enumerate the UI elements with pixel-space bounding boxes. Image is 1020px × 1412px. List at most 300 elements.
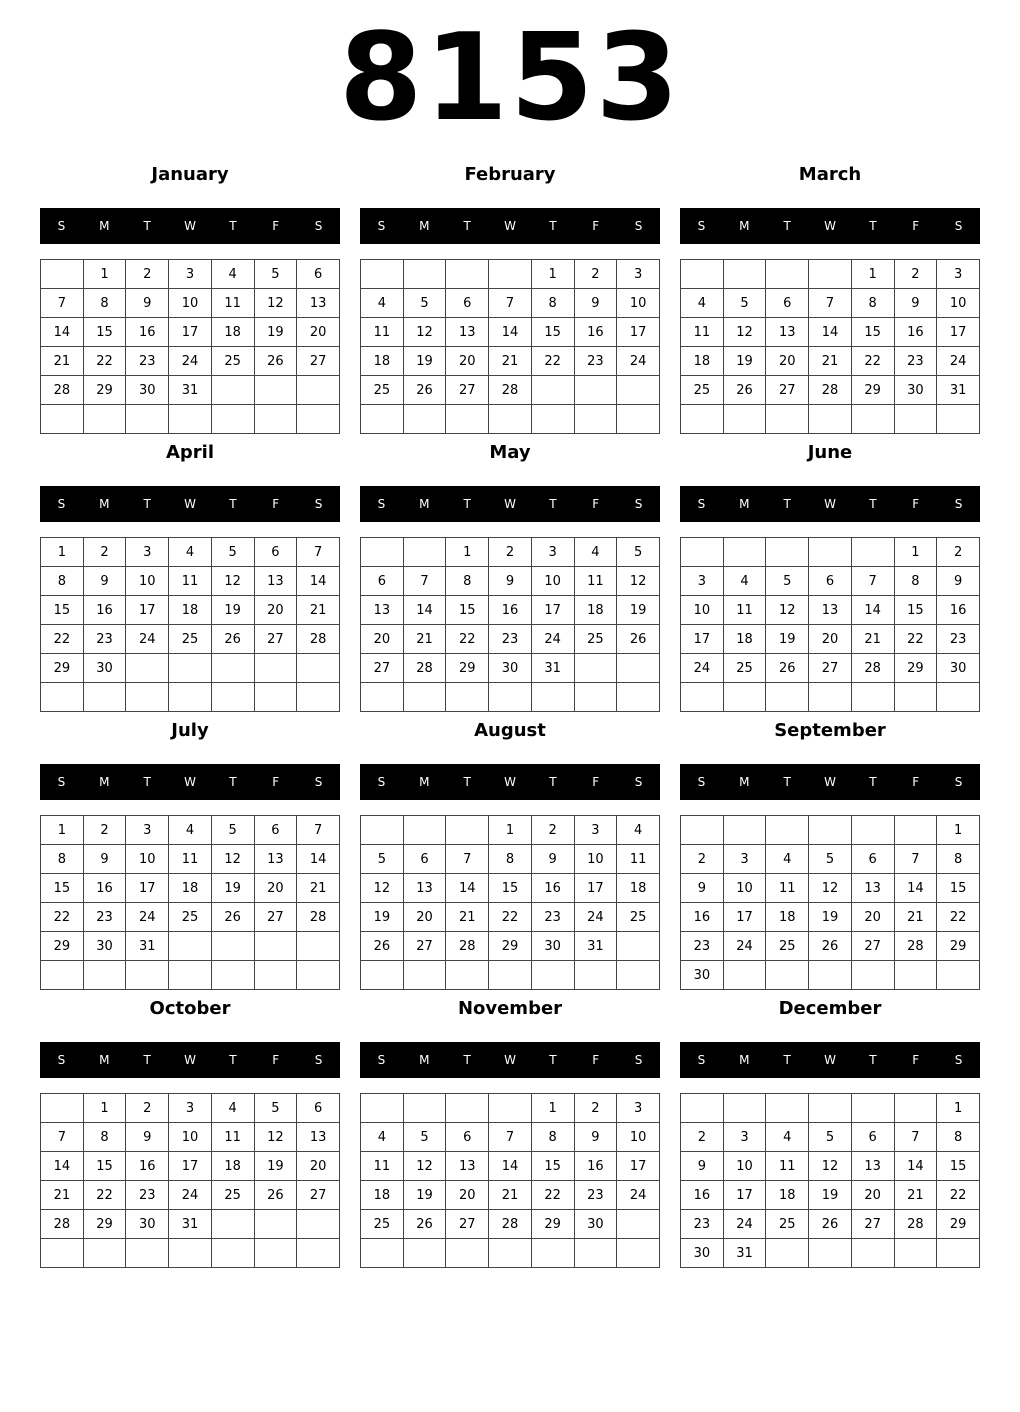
- day-cell: 8: [937, 845, 980, 874]
- day-cell: 2: [126, 1094, 169, 1123]
- day-cell: 8: [937, 1123, 980, 1152]
- week-row: [41, 1152, 340, 1181]
- week-row: [681, 596, 980, 625]
- weekday-label: M: [99, 219, 110, 233]
- day-cell: 21: [894, 903, 937, 932]
- empty-day-cell: [894, 816, 937, 845]
- day-cell: 24: [723, 932, 766, 961]
- day-cell: 13: [403, 874, 446, 903]
- weekday-header: [40, 208, 340, 244]
- weekday-label: F: [912, 1053, 920, 1067]
- day-cell: 19: [617, 596, 660, 625]
- day-cell: 29: [937, 1210, 980, 1239]
- day-cell: 21: [403, 625, 446, 654]
- day-cell: 15: [446, 596, 489, 625]
- day-cell: 27: [446, 1210, 489, 1239]
- week-row: [681, 1123, 980, 1152]
- day-cell: 8: [41, 845, 84, 874]
- empty-day-cell: [851, 961, 894, 990]
- day-cell: 27: [254, 903, 297, 932]
- day-grid: [680, 259, 980, 434]
- day-cell: 2: [894, 260, 937, 289]
- day-cell: 16: [894, 318, 937, 347]
- day-cell: 25: [574, 625, 617, 654]
- day-cell: 31: [126, 932, 169, 961]
- day-cell: 26: [211, 903, 254, 932]
- day-cell: 13: [766, 318, 809, 347]
- day-cell: 25: [211, 347, 254, 376]
- week-row: [361, 1181, 660, 1210]
- day-cell: 9: [489, 567, 532, 596]
- week-row: [361, 1152, 660, 1181]
- empty-day-cell: [681, 405, 724, 434]
- empty-day-cell: [254, 961, 297, 990]
- weekday-label: F: [912, 775, 920, 789]
- month-february: [360, 160, 660, 430]
- weekday-header: [360, 764, 660, 800]
- day-cell: 7: [809, 289, 852, 318]
- weekday-label: W: [824, 219, 836, 233]
- weekday-label: S: [954, 775, 963, 789]
- day-cell: 20: [361, 625, 404, 654]
- day-cell: 30: [531, 932, 574, 961]
- month-march: [680, 160, 980, 430]
- empty-day-cell: [937, 1239, 980, 1268]
- day-cell: 13: [297, 289, 340, 318]
- day-cell: 26: [211, 625, 254, 654]
- day-cell: 15: [937, 1152, 980, 1181]
- empty-day-cell: [297, 961, 340, 990]
- week-row: [41, 1210, 340, 1239]
- day-cell: 19: [254, 318, 297, 347]
- day-cell: 12: [723, 318, 766, 347]
- day-cell: 1: [489, 816, 532, 845]
- day-grid: [360, 1093, 660, 1268]
- week-row: [681, 1152, 980, 1181]
- day-cell: 11: [169, 567, 212, 596]
- empty-day-cell: [169, 1239, 212, 1268]
- day-cell: 11: [361, 318, 404, 347]
- day-cell: 31: [169, 376, 212, 405]
- day-cell: 3: [617, 1094, 660, 1123]
- empty-day-cell: [211, 1239, 254, 1268]
- month-name: September: [774, 720, 886, 741]
- weekday-label: S: [634, 219, 643, 233]
- weekday-label: M: [739, 219, 750, 233]
- day-cell: 19: [254, 1152, 297, 1181]
- day-cell: 1: [531, 1094, 574, 1123]
- day-cell: 24: [937, 347, 980, 376]
- week-row: [681, 538, 980, 567]
- empty-day-cell: [83, 683, 126, 712]
- day-cell: 16: [489, 596, 532, 625]
- day-cell: 17: [126, 874, 169, 903]
- month-april: [40, 438, 340, 708]
- empty-day-cell: [211, 376, 254, 405]
- day-cell: 5: [403, 289, 446, 318]
- day-cell: 19: [809, 903, 852, 932]
- empty-day-cell: [723, 538, 766, 567]
- week-row: [361, 289, 660, 318]
- empty-day-cell: [617, 683, 660, 712]
- day-cell: 18: [361, 347, 404, 376]
- empty-day-cell: [361, 816, 404, 845]
- week-row: [361, 1210, 660, 1239]
- day-cell: 5: [766, 567, 809, 596]
- day-cell: 1: [41, 816, 84, 845]
- empty-day-cell: [254, 1239, 297, 1268]
- empty-day-cell: [531, 961, 574, 990]
- day-cell: 12: [211, 567, 254, 596]
- empty-day-cell: [723, 961, 766, 990]
- weekday-label: F: [272, 1053, 280, 1067]
- week-row: [361, 625, 660, 654]
- empty-day-cell: [361, 260, 404, 289]
- day-cell: 1: [83, 260, 126, 289]
- day-cell: 15: [937, 874, 980, 903]
- empty-day-cell: [361, 1239, 404, 1268]
- day-cell: 5: [403, 1123, 446, 1152]
- weekday-label: T: [869, 219, 877, 233]
- day-cell: 28: [489, 1210, 532, 1239]
- day-cell: 10: [681, 596, 724, 625]
- day-cell: 16: [574, 318, 617, 347]
- day-cell: 29: [851, 376, 894, 405]
- weekday-label: T: [229, 1053, 237, 1067]
- empty-day-cell: [809, 1094, 852, 1123]
- empty-day-cell: [937, 683, 980, 712]
- month-name: October: [149, 998, 231, 1019]
- day-cell: 2: [681, 845, 724, 874]
- month-name: April: [165, 442, 215, 463]
- day-cell: 21: [297, 596, 340, 625]
- empty-day-cell: [851, 405, 894, 434]
- empty-day-cell: [126, 1239, 169, 1268]
- week-row: [681, 1094, 980, 1123]
- empty-day-cell: [169, 683, 212, 712]
- day-cell: 16: [681, 903, 724, 932]
- day-cell: 7: [297, 816, 340, 845]
- weekday-label: S: [954, 497, 963, 511]
- day-cell: 24: [681, 654, 724, 683]
- day-cell: 18: [361, 1181, 404, 1210]
- day-cell: 23: [894, 347, 937, 376]
- weekday-label: M: [419, 497, 430, 511]
- week-row: [681, 376, 980, 405]
- week-row: [361, 567, 660, 596]
- empty-day-cell: [489, 405, 532, 434]
- empty-day-cell: [617, 405, 660, 434]
- day-cell: 2: [83, 816, 126, 845]
- day-cell: 18: [211, 318, 254, 347]
- day-cell: 1: [531, 260, 574, 289]
- week-row: [681, 1181, 980, 1210]
- empty-day-cell: [446, 683, 489, 712]
- day-cell: 30: [83, 932, 126, 961]
- day-cell: 11: [766, 874, 809, 903]
- day-cell: 9: [126, 1123, 169, 1152]
- day-cell: 17: [531, 596, 574, 625]
- week-row: [361, 260, 660, 289]
- week-row: [361, 816, 660, 845]
- day-cell: 25: [169, 625, 212, 654]
- weekday-label: T: [143, 497, 151, 511]
- day-cell: 5: [211, 816, 254, 845]
- empty-day-cell: [809, 816, 852, 845]
- weekday-label: F: [272, 775, 280, 789]
- empty-day-cell: [617, 1239, 660, 1268]
- day-grid: [40, 815, 340, 990]
- empty-day-cell: [489, 961, 532, 990]
- weekday-label: F: [272, 219, 280, 233]
- day-cell: 20: [851, 903, 894, 932]
- week-row: [41, 654, 340, 683]
- week-row: [681, 961, 980, 990]
- day-cell: 15: [41, 596, 84, 625]
- day-cell: 12: [211, 845, 254, 874]
- empty-day-cell: [766, 683, 809, 712]
- day-cell: 2: [531, 816, 574, 845]
- day-cell: 29: [41, 932, 84, 961]
- day-cell: 12: [403, 318, 446, 347]
- empty-day-cell: [851, 1094, 894, 1123]
- weekday-label: M: [99, 775, 110, 789]
- empty-day-cell: [531, 405, 574, 434]
- day-cell: 30: [681, 961, 724, 990]
- weekday-label: T: [869, 1053, 877, 1067]
- day-cell: 17: [617, 1152, 660, 1181]
- day-cell: 17: [126, 596, 169, 625]
- day-cell: 24: [169, 347, 212, 376]
- day-cell: 9: [894, 289, 937, 318]
- weekday-label: T: [463, 775, 471, 789]
- empty-day-cell: [446, 1239, 489, 1268]
- day-cell: 11: [617, 845, 660, 874]
- empty-day-cell: [446, 260, 489, 289]
- weekday-label: S: [697, 775, 706, 789]
- day-cell: 8: [489, 845, 532, 874]
- day-cell: 23: [574, 347, 617, 376]
- day-cell: 7: [894, 845, 937, 874]
- day-cell: 11: [211, 289, 254, 318]
- empty-day-cell: [681, 260, 724, 289]
- day-cell: 1: [894, 538, 937, 567]
- day-cell: 2: [574, 260, 617, 289]
- day-cell: 7: [403, 567, 446, 596]
- week-row: [681, 845, 980, 874]
- day-cell: 27: [809, 654, 852, 683]
- day-cell: 24: [617, 1181, 660, 1210]
- empty-day-cell: [297, 376, 340, 405]
- day-cell: 16: [83, 874, 126, 903]
- day-cell: 27: [361, 654, 404, 683]
- day-cell: 12: [617, 567, 660, 596]
- empty-day-cell: [211, 683, 254, 712]
- day-cell: 3: [937, 260, 980, 289]
- day-grid: [680, 1093, 980, 1268]
- week-row: [361, 654, 660, 683]
- day-cell: 17: [169, 1152, 212, 1181]
- empty-day-cell: [41, 1239, 84, 1268]
- day-cell: 26: [361, 932, 404, 961]
- empty-day-cell: [297, 654, 340, 683]
- day-cell: 14: [894, 874, 937, 903]
- weekday-label: S: [634, 497, 643, 511]
- empty-day-cell: [361, 405, 404, 434]
- weekday-label: S: [57, 497, 66, 511]
- empty-day-cell: [403, 1239, 446, 1268]
- day-cell: 6: [297, 260, 340, 289]
- day-cell: 4: [361, 289, 404, 318]
- day-grid: [360, 815, 660, 990]
- day-cell: 13: [254, 567, 297, 596]
- day-cell: 27: [851, 932, 894, 961]
- week-row: [681, 1239, 980, 1268]
- empty-day-cell: [254, 654, 297, 683]
- day-cell: 7: [851, 567, 894, 596]
- empty-day-cell: [361, 961, 404, 990]
- day-cell: 25: [169, 903, 212, 932]
- day-cell: 20: [446, 347, 489, 376]
- day-cell: 4: [766, 845, 809, 874]
- day-cell: 24: [126, 903, 169, 932]
- weekday-label: S: [314, 219, 323, 233]
- day-cell: 11: [766, 1152, 809, 1181]
- empty-day-cell: [894, 1094, 937, 1123]
- day-cell: 2: [681, 1123, 724, 1152]
- day-cell: 29: [489, 932, 532, 961]
- day-cell: 13: [446, 1152, 489, 1181]
- week-row: [361, 683, 660, 712]
- weekday-label: W: [184, 219, 196, 233]
- week-row: [681, 932, 980, 961]
- day-cell: 30: [489, 654, 532, 683]
- day-cell: 14: [446, 874, 489, 903]
- day-cell: 12: [361, 874, 404, 903]
- day-cell: 29: [937, 932, 980, 961]
- empty-day-cell: [297, 683, 340, 712]
- empty-day-cell: [211, 961, 254, 990]
- weekday-label: S: [314, 497, 323, 511]
- day-cell: 10: [617, 1123, 660, 1152]
- day-cell: 17: [937, 318, 980, 347]
- empty-day-cell: [361, 538, 404, 567]
- day-cell: 17: [169, 318, 212, 347]
- empty-day-cell: [766, 961, 809, 990]
- day-cell: 14: [894, 1152, 937, 1181]
- day-cell: 15: [489, 874, 532, 903]
- weekday-header: [680, 208, 980, 244]
- empty-day-cell: [723, 683, 766, 712]
- day-cell: 30: [937, 654, 980, 683]
- day-cell: 14: [403, 596, 446, 625]
- day-cell: 28: [403, 654, 446, 683]
- weekday-header: [680, 1042, 980, 1078]
- day-cell: 26: [809, 932, 852, 961]
- month-name: June: [807, 442, 853, 463]
- weekday-label: T: [463, 497, 471, 511]
- day-cell: 4: [361, 1123, 404, 1152]
- day-cell: 3: [531, 538, 574, 567]
- day-cell: 31: [723, 1239, 766, 1268]
- empty-day-cell: [126, 961, 169, 990]
- empty-day-cell: [403, 683, 446, 712]
- weekday-label: S: [634, 1053, 643, 1067]
- day-cell: 6: [851, 845, 894, 874]
- weekday-label: W: [184, 1053, 196, 1067]
- day-cell: 10: [126, 567, 169, 596]
- day-cell: 23: [489, 625, 532, 654]
- weekday-label: T: [549, 497, 557, 511]
- week-row: [681, 318, 980, 347]
- weekday-label: F: [272, 497, 280, 511]
- month-name: March: [798, 164, 862, 185]
- day-cell: 23: [681, 932, 724, 961]
- empty-day-cell: [574, 405, 617, 434]
- day-cell: 25: [361, 376, 404, 405]
- day-cell: 3: [169, 260, 212, 289]
- empty-day-cell: [297, 1210, 340, 1239]
- month-july: [40, 716, 340, 986]
- day-cell: 2: [937, 538, 980, 567]
- day-cell: 5: [723, 289, 766, 318]
- empty-day-cell: [809, 1239, 852, 1268]
- day-cell: 6: [254, 816, 297, 845]
- weekday-label: W: [504, 775, 516, 789]
- day-cell: 28: [41, 1210, 84, 1239]
- day-cell: 23: [681, 1210, 724, 1239]
- day-cell: 24: [126, 625, 169, 654]
- empty-day-cell: [403, 405, 446, 434]
- day-cell: 19: [211, 874, 254, 903]
- empty-day-cell: [574, 376, 617, 405]
- day-cell: 8: [41, 567, 84, 596]
- day-cell: 3: [723, 845, 766, 874]
- day-cell: 10: [531, 567, 574, 596]
- day-cell: 19: [403, 1181, 446, 1210]
- day-cell: 10: [126, 845, 169, 874]
- empty-day-cell: [809, 961, 852, 990]
- empty-day-cell: [126, 654, 169, 683]
- day-grid: [40, 259, 340, 434]
- day-cell: 27: [297, 1181, 340, 1210]
- day-cell: 6: [446, 289, 489, 318]
- weekday-label: F: [592, 775, 600, 789]
- day-cell: 13: [446, 318, 489, 347]
- weekday-header: [360, 1042, 660, 1078]
- day-grid: [360, 259, 660, 434]
- day-cell: 13: [297, 1123, 340, 1152]
- week-row: [41, 1181, 340, 1210]
- empty-day-cell: [361, 1094, 404, 1123]
- empty-day-cell: [211, 932, 254, 961]
- weekday-label: S: [377, 775, 386, 789]
- weekday-label: T: [463, 1053, 471, 1067]
- day-cell: 3: [169, 1094, 212, 1123]
- day-cell: 20: [809, 625, 852, 654]
- day-cell: 23: [531, 903, 574, 932]
- empty-day-cell: [83, 405, 126, 434]
- weekday-header: [360, 208, 660, 244]
- empty-day-cell: [574, 654, 617, 683]
- weekday-label: M: [419, 775, 430, 789]
- day-cell: 5: [617, 538, 660, 567]
- day-cell: 10: [723, 874, 766, 903]
- weekday-label: S: [377, 497, 386, 511]
- day-cell: 7: [446, 845, 489, 874]
- empty-day-cell: [211, 654, 254, 683]
- empty-day-cell: [41, 683, 84, 712]
